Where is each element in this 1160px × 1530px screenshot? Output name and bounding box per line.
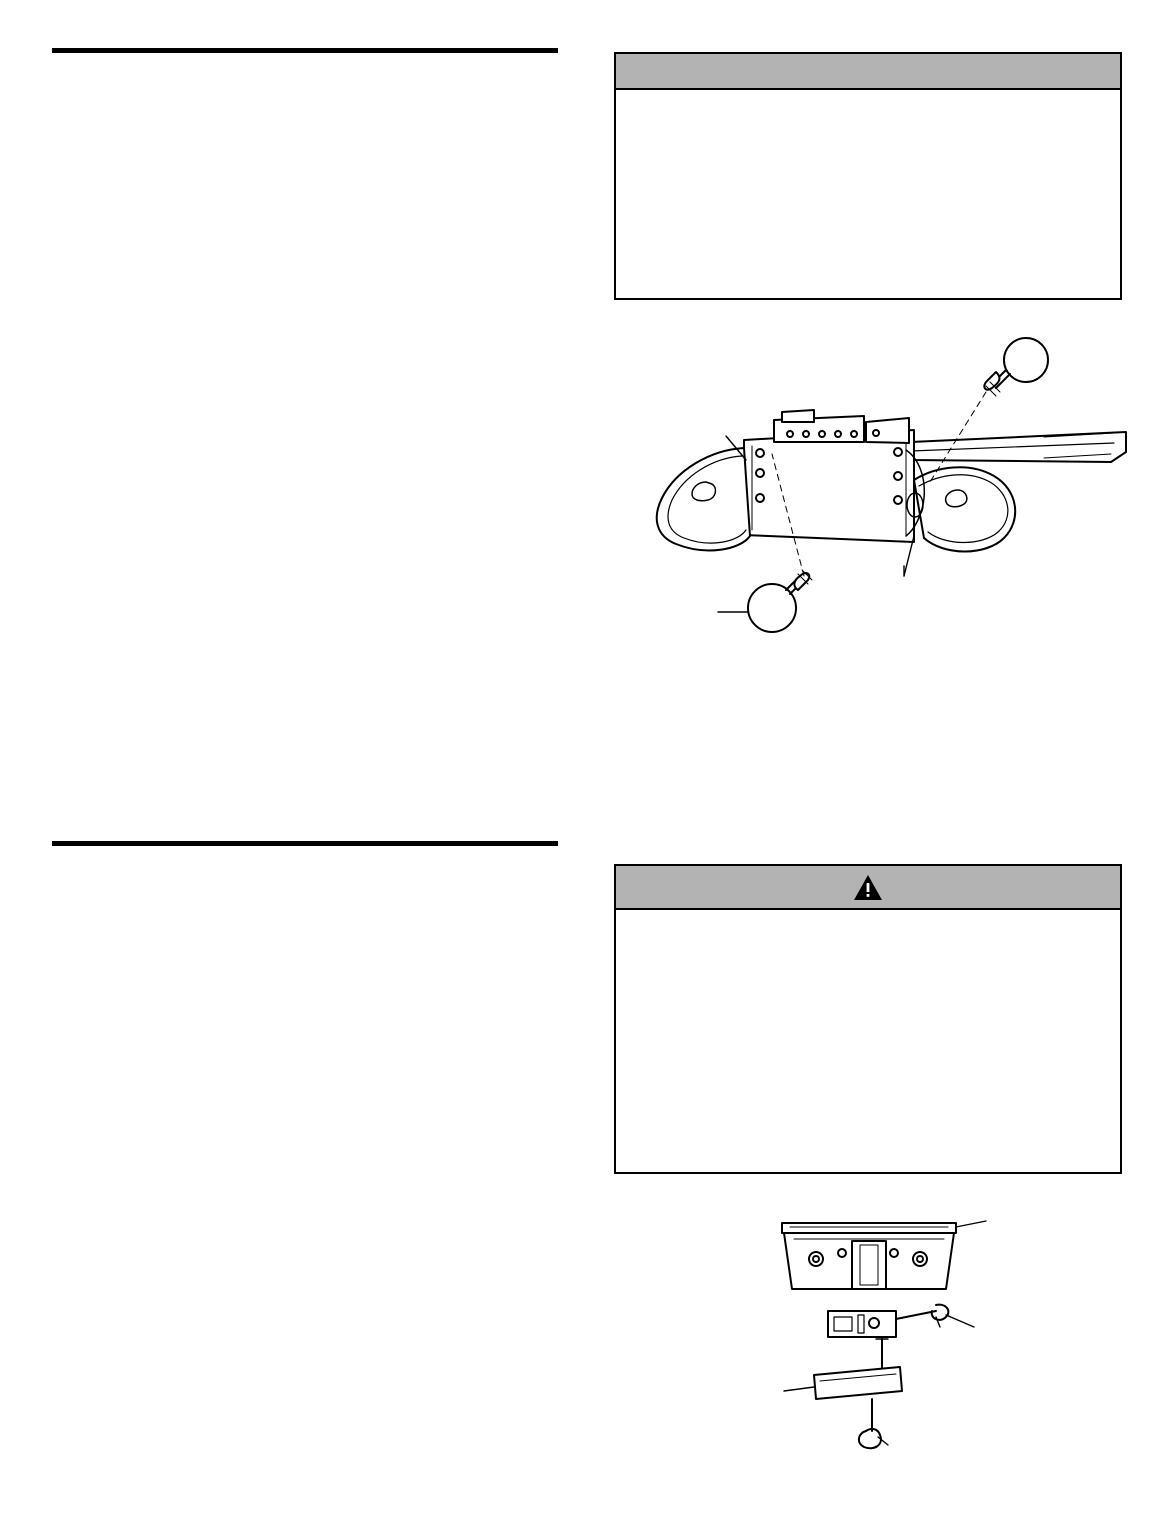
warning-box-band: [616, 866, 1120, 910]
notice-box-body: [616, 90, 1120, 106]
left-column-body-top: [52, 60, 558, 820]
section-rule-middle: [52, 841, 558, 846]
notice-box: [614, 52, 1122, 300]
section-rule-top: [52, 48, 558, 53]
bracket-diagram-svg: [760, 1215, 1020, 1465]
left-column-body-bottom: [52, 856, 558, 1456]
opener-diagram-svg: [614, 330, 1134, 660]
notice-box-band: [616, 54, 1120, 90]
figure-header-bracket: [760, 1215, 1020, 1465]
warning-box: [614, 864, 1122, 1174]
warning-triangle-icon: [853, 874, 883, 901]
warning-box-body: [616, 910, 1120, 926]
figure-garage-door-opener: [614, 330, 1134, 660]
